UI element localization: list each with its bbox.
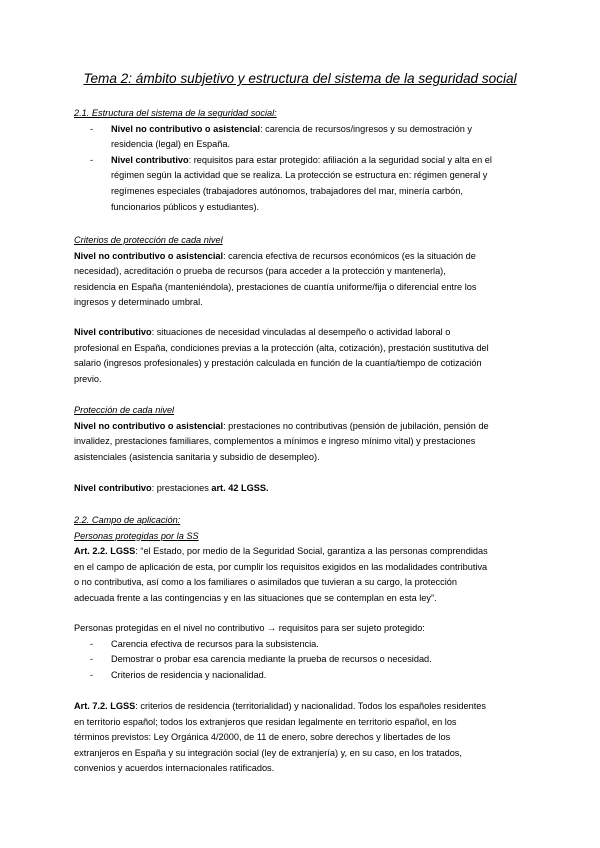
- bold-term: Nivel no contributivo o asistencial: [74, 250, 224, 261]
- bold-reference: Art. 7.2. LGSS: [74, 701, 136, 711]
- personas-protegidas-heading: Personas protegidas por la SS: [74, 530, 199, 541]
- text-line: : requisitos para estar protegido: afiliación a la seguridad social y alta en el: [188, 154, 492, 165]
- list-item-no-contributivo: [74, 122, 534, 153]
- proteccion-heading: Protección de cada nivel: [74, 405, 175, 415]
- bold-reference: Art. 2.2. LGSS: [74, 546, 136, 557]
- text-line: : prestaciones no contributivas (pensión de jubilación, pensión de: [223, 420, 489, 431]
- text-line: salario (ingresos profesionales) y prestación calculada en función de la cuantía/tiempo de cotización: [74, 358, 482, 369]
- bold-term: Nivel contributivo: [74, 327, 152, 337]
- bold-term: Nivel contributivo: [111, 154, 189, 165]
- text-line: : criterios de residencia (territorialidad) y nacionalidad. Todos los españoles residentes: [135, 701, 486, 711]
- text-line: : “el Estado, por medio de la Seguridad Social, garantiza a las personas comprendidas: [135, 546, 488, 557]
- text-line: régimen según la actividad que se realiza. La protección se estructura en: régimen general y: [111, 170, 488, 181]
- text-line: términos previstos: Ley Orgánica 4/2000, de 11 de enero, sobre derechos y libertades de los: [74, 732, 451, 743]
- text-line: adecuada frente a las contingencias y en las situaciones que se contemplan en esta ley”.: [74, 592, 437, 603]
- text-line: ingresos y determinado umbral.: [74, 297, 203, 308]
- text-line: invalidez, prestaciones familiares, complementos a mínimos e ingreso mínimo vital) y prestaciones: [74, 436, 476, 447]
- section-2-1: [74, 106, 534, 215]
- list-item: - Criterios de residencia y nacionalidad.: [74, 668, 534, 684]
- criterios-heading: Criterios de protección de cada nivel: [74, 235, 223, 245]
- text-line: : carencia efectiva de recursos económicos (es la situación de: [223, 250, 476, 261]
- section-2-2-heading: 2.2. Campo de aplicación:: [74, 515, 181, 525]
- bold-term: Nivel no contributivo o asistencial: [111, 123, 261, 134]
- text-line: profesional en España, condiciones previas a la protección (alta, cotización), prestación sustitutiva del: [74, 342, 489, 353]
- text-line: residencia (legal) en España.: [111, 139, 230, 150]
- section-2-1-heading: 2.1. Estructura del sistema de la seguridad social:: [74, 108, 277, 118]
- bold-term: Nivel contributivo: [74, 483, 152, 493]
- list-item: - Demostrar o probar esa carencia mediante la prueba de recursos o necesidad.: [74, 652, 534, 668]
- proteccion-section: [74, 403, 534, 465]
- text-line: : prestaciones: [151, 483, 212, 493]
- requisitos-block: [74, 621, 534, 683]
- art-7-2-block: [74, 699, 534, 777]
- list-item: - Carencia efectiva de recursos para la subsistencia.: [74, 637, 534, 653]
- bold-reference: art. 42 LGSS.: [211, 483, 269, 493]
- text-line: funcionarios públicos y estudiantes).: [111, 201, 260, 212]
- text-line: regímenes especiales (trabajadores autónomos, trabajadores del mar, minería carbón,: [111, 185, 463, 196]
- proteccion-contributivo: [74, 481, 534, 497]
- text-line: en territorio español; todos los extranjeros que residan legalmente en territorio español, en los: [74, 716, 457, 727]
- text-line: extranjeros en España y su integración social (ley de extranjería) y, en su caso, en los tratados,: [74, 747, 462, 758]
- text-line: residencia en España (manteniéndola), prestaciones de cuantía uniforme/fija o diferencial entre los: [74, 281, 477, 292]
- requisitos-intro: Personas protegidas en el nivel no contributivo → requisitos para ser sujeto protegido:: [74, 623, 425, 633]
- criterios-contributivo: [74, 325, 534, 387]
- page-title: Tema 2: ámbito subjetivo y estructura del sistema de la seguridad social: [83, 71, 517, 86]
- list-item-contributivo: [74, 153, 534, 215]
- bold-term: Nivel no contributivo o asistencial: [74, 420, 224, 431]
- criterios-section: [74, 233, 534, 311]
- text-line: necesidad), acreditación o prueba de recursos (para acceder a la protección y mantenerla),: [74, 266, 446, 277]
- text-line: previo.: [74, 373, 102, 384]
- text-line: en el campo de aplicación de esta, por cumplir los requisitos exigidos en las modalidades contributiva: [74, 561, 488, 572]
- text-line: : carencia de recursos/ingresos y su demostración y: [260, 123, 472, 134]
- text-line: o no contributiva, así como a los familiares o asimilados que tuvieran a su cargo, la protección: [74, 577, 458, 588]
- text-line: asistenciales (asistencia sanitaria y subsidio de desempleo).: [74, 451, 320, 462]
- text-line: convenios y acuerdos internacionales ratificados.: [74, 763, 275, 774]
- text-line: : situaciones de necesidad vinculadas al desempeño o actividad laboral o: [151, 327, 451, 337]
- section-2-2: [74, 513, 534, 607]
